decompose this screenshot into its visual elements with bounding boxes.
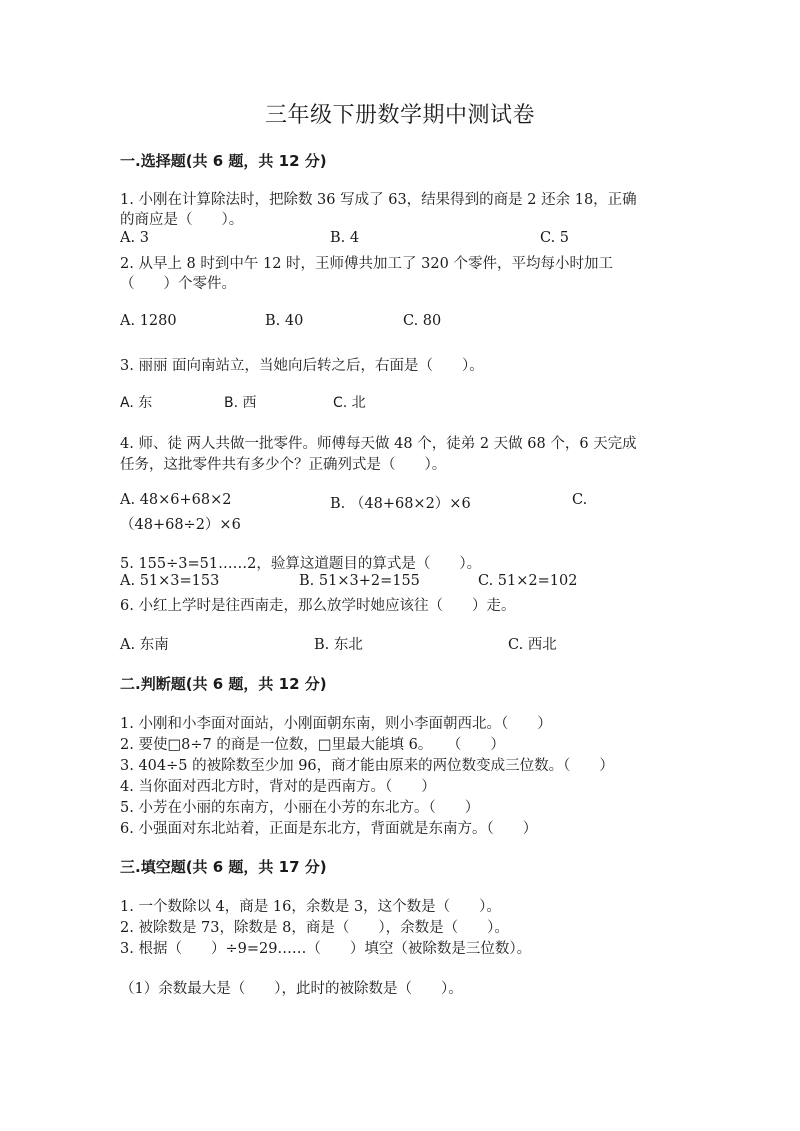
question-text: 4. 师、徒 两人共做一批零件。师傅每天做 48 个，徒弟 2 天做 68 个，6 天完成 xyxy=(120,436,637,452)
option-c: C. xyxy=(572,492,588,508)
question-text: 1. 小刚在计算除法时，把除数 36 写成了 63，结果得到的商是 2 还余 18，正确 xyxy=(120,192,637,208)
option-c: C. 51×2=102 xyxy=(478,573,578,589)
option-a: A. 48×6+68×2 xyxy=(120,492,232,508)
fill-in-item: 1. 一个数除以 4，商是 16，余数是 3，这个数是（ ）。 xyxy=(120,899,501,915)
option-b: B. 4 xyxy=(330,230,360,246)
section-heading-choice: 一.选择题(共 6 题，共 12 分) xyxy=(120,152,327,170)
page-title: 三年级下册数学期中测试卷 xyxy=(264,103,535,128)
question-text: （ ）个零件。 xyxy=(120,276,236,292)
fill-in-item: 2. 被除数是 73，除数是 8，商是（ ），余数是（ ）。 xyxy=(120,920,509,936)
section-heading-judgement: 二.判断题(共 6 题，共 12 分) xyxy=(120,675,327,693)
judgement-item: 1. 小刚和小李面对面站，小刚面朝东南，则小李面朝西北。（ ） xyxy=(120,716,552,732)
fill-in-item: 3. 根据（ ）÷9=29……（ ）填空（被除数是三位数）。 xyxy=(120,941,532,957)
option-b: B. 东北 xyxy=(314,637,363,653)
option-c: C. 80 xyxy=(403,313,442,329)
option-a: A. 51×3=153 xyxy=(120,573,220,589)
option-a: A. 1280 xyxy=(120,313,177,329)
option-b: B. 40 xyxy=(265,313,304,329)
question-text: 5. 155÷3=51……2，验算这道题目的算式是（ ）。 xyxy=(120,556,482,572)
section-heading-fill-in: 三.填空题(共 6 题，共 17 分) xyxy=(120,858,327,876)
judgement-item: 5. 小芳在小丽的东南方，小丽在小芳的东北方。（ ） xyxy=(120,800,480,816)
option-c-continued: （48+68÷2）×6 xyxy=(120,517,241,533)
judgement-item: 3. 404÷5 的被除数至少加 96，商才能由原来的两位数变成三位数。（ ） xyxy=(120,758,614,774)
question-text: 2. 从早上 8 时到中午 12 时，王师傅共加工了 320 个零件，平均每小时加工 xyxy=(120,256,613,272)
option-a: A. 东南 xyxy=(120,637,169,653)
judgement-item: 6. 小强面对东北站着，正面是东北方，背面就是东南方。（ ） xyxy=(120,821,538,837)
option-a: A. 东 xyxy=(120,395,153,411)
question-text: 任务，这批零件共有多少个？正确列式是（ ）。 xyxy=(120,457,447,473)
option-c: C. 西北 xyxy=(508,637,557,653)
option-c: C. 5 xyxy=(540,230,570,246)
question-text: 的商应是（ ）。 xyxy=(120,212,244,228)
option-c: C. 北 xyxy=(333,395,366,411)
option-a: A. 3 xyxy=(120,230,149,246)
fill-in-subitem: （1）余数最大是（ ），此时的被除数是（ ）。 xyxy=(120,981,463,997)
judgement-item: 2. 要使□8÷7 的商是一位数，□里最大能填 6。 （ ） xyxy=(120,737,505,753)
question-text: 6. 小红上学时是往西南走，那么放学时她应该往（ ）走。 xyxy=(120,598,516,614)
judgement-item: 4. 当你面对西北方时，背对的是西南方。（ ） xyxy=(120,779,436,795)
option-b: B. 西 xyxy=(224,395,257,411)
question-text: 3. 丽丽 面向南站立，当她向后转之后，右面是（ ）。 xyxy=(120,358,484,374)
option-b: B. 51×3+2=155 xyxy=(299,573,420,589)
option-b: B. （48+68×2）×6 xyxy=(330,496,471,512)
